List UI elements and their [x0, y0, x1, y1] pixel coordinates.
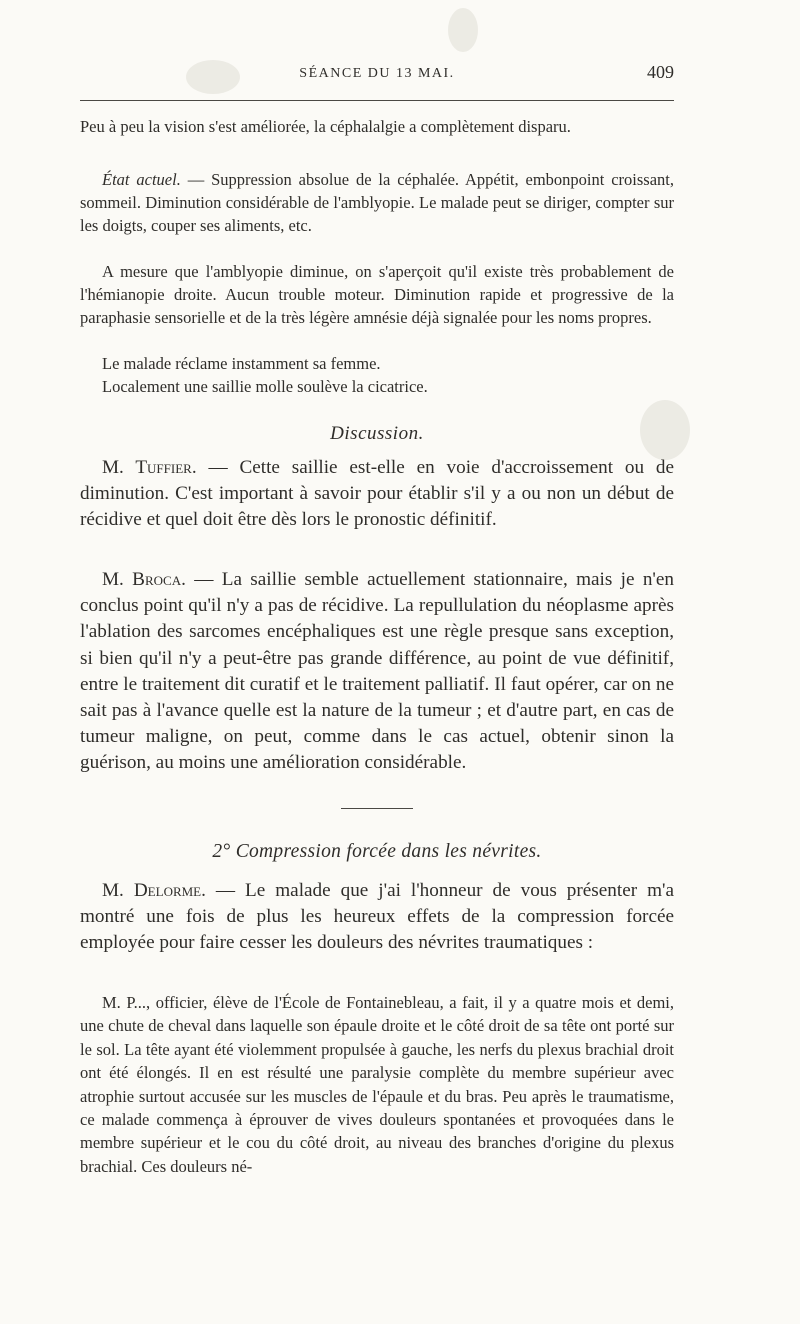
header-rule [80, 100, 674, 101]
paragraph-femme: Le malade réclame instamment sa femme. [102, 354, 381, 373]
paragraph-saillie: Localement une saillie molle soulève la cicatrice. [102, 377, 428, 396]
paper-smudge [448, 8, 478, 52]
page-number: 409 [647, 62, 674, 82]
paragraph-etat-actuel [80, 169, 674, 237]
speaker-broca: M. Broca. [102, 569, 186, 590]
broca-remark: — La saillie semble actuellement stationnaire, mais je n'en conclus point qu'il n'y a pas de récidive. La repullulation du néoplasme après l'ablation des sarcomes encéphaliques est une règle presque sans exception, si bien qu'il n'y a peut-être pas grande différence, au point de vue définitif, entre le traitement dit curatif et le traitement palliatif. Il faut opérer, car on ne sait pas à l'avance quelle est la nature de la tumeur ; et d'autre part, en cas de tumeur maligne, on peut, comme dans le cas actuel, obtenir sinon la guérison, au moins une amélioration considérable. [80, 569, 674, 774]
section-separator [341, 808, 413, 809]
tuffier-remark: — Cette saillie est-elle en voie d'accroissement ou de diminution. C'est important à savoir pour établir s'il y a ou non un début de récidive et quel doit être dès lors le pronostic définitif. [80, 457, 674, 531]
paragraph-case-report: M. P..., officier, élève de l'École de Fontainebleau, a fait, il y a quatre mois et demi, une chute de cheval dans laquelle son épaule droite et le côté droit de sa tête ont porté sur le sol. La tête ayant été violemment propulsée à gauche, les nerfs du plexus brachial droit ont été élongés. Il en est résulté une paralysie complète du membre supérieur avec atrophie surtout accusée sur les muscles de l'épaule et du bras. Peu après le traumatisme, ce malade commença à éprouver de vives douleurs spontanées et provoquées dans le membre supérieur et le cou du côté droit, au niveau des branches d'origine du plexus brachial. Ces douleurs né- [80, 993, 674, 1176]
paragraph-vision: Peu à peu la vision s'est améliorée, la céphalalgie a complètement disparu. [80, 117, 571, 136]
section-2-heading: 2° Compression forcée dans les névrites. [212, 841, 542, 862]
paragraph-delorme [80, 878, 674, 957]
discussion-heading: Discussion. [330, 423, 424, 444]
running-title: SÉANCE DU 13 MAI. [299, 66, 455, 81]
speaker-delorme: M. Delorme. [102, 880, 206, 901]
paragraph-amblyopie: A mesure que l'amblyopie diminue, on s'aperçoit qu'il existe très probablement de l'hémianopie droite. Aucun trouble moteur. Diminution rapide et progressive de la paraphasie sensorielle et de la très légère amnésie déjà signalée pour les noms propres. [80, 262, 674, 327]
speaker-tuffier: M. Tuffier. [102, 457, 197, 478]
etat-actuel-text: — Suppression absolue de la céphalée. Appétit, embonpoint croissant, sommeil. Diminution considérable de l'amblyopie. Le malade peut se diriger, compter sur les doigts, couper ses aliments, etc. [80, 170, 674, 235]
delorme-remark: — Le malade que j'ai l'honneur de vous présenter m'a montré une fois de plus les heureux effets de la compression forcée employée pour faire cesser les douleurs des névrites traumatiques : [80, 880, 674, 954]
paragraph-tuffier [80, 455, 674, 534]
paragraph-broca [80, 567, 674, 777]
etat-actuel-label: État actuel. [102, 170, 181, 189]
running-header [80, 62, 674, 86]
